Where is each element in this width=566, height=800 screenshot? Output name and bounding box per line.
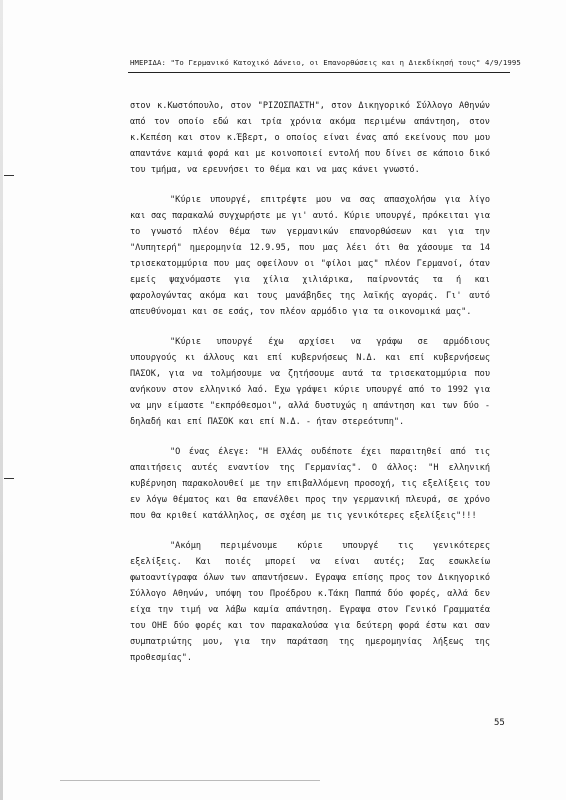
paragraph bbox=[130, 538, 510, 666]
text-line: "Ο ένας έλεγε: "Η Ελλάς ουδέποτε έχει παραιτηθεί από τις bbox=[170, 447, 490, 457]
text-line: στον κ.Κωστόπουλο, στον "ΡΙΖΟΣΠΑΣΤΗ", στον Δικηγορικό Σύλλογο Αθηνών bbox=[130, 101, 490, 111]
text-line: απευθύνομαι και σε εσάς, τον πλέον αρμόδιο για τα οικονομικά μας". bbox=[130, 307, 472, 317]
text-line: του τμήμα, να ερευνήσει το θέμα και να μας κάνει γνωστό. bbox=[130, 165, 420, 175]
paragraph bbox=[130, 444, 510, 524]
document-body bbox=[130, 98, 510, 680]
text-line: το γνωστό πλέον θέμα των γερμανικών επανορθώσεων και για την bbox=[130, 227, 490, 237]
text-line: συμπατριώτης μου, για την παράταση της ημερομηνίας λήξεως της bbox=[130, 637, 490, 647]
text-line: και σας παρακαλώ συγχωρήστε με γι' αυτό. Κύριε υπουργέ, πρόκειται για bbox=[130, 211, 490, 221]
text-line: από τον οποίο εδώ και τρία χρόνια ακόμα περιμένω απάντηση, στον bbox=[130, 117, 490, 127]
scan-mark bbox=[4, 478, 14, 479]
text-line: εμείς ψαχνόμαστε για χίλια χιλιάρικα, παίρνοντάς τα ή και bbox=[130, 275, 490, 285]
text-line: ανήκουν στον ελληνικό λαό. Εχω γράψει κύριε υπουργέ από το 1992 για bbox=[130, 385, 490, 395]
running-header: ΗΜΕΡΙΔΑ: "Το Γερμανικό Κατοχικό Δάνειο, οι Επανορθώσεις και η Διεκδίκησή τους" 4/9/1995 bbox=[130, 58, 521, 67]
text-line: φαρολογώντας ακόμα και τους μανάβηδες της λαϊκής αγοράς. Γι' αυτό bbox=[130, 291, 490, 301]
text-line: εξελίξεις. Και ποιές μπορεί να είναι αυτές; Σας εσωκλείω bbox=[130, 557, 490, 567]
text-line: τρισεκατομμύρια που μας οφείλουν οι "φίλοι μας" πλέον Γερμανοί, όταν bbox=[130, 259, 490, 269]
page-number: 55 bbox=[494, 718, 505, 728]
text-line: του ΟΗΕ δύο φορές και τον παρακαλούσα για δεύτερη φορά έστω και σαν bbox=[130, 621, 490, 631]
scan-edge-shadow bbox=[0, 0, 3, 800]
text-line: Σύλλογο Αθηνών, υπόψη του Προέδρου κ.Τάκη Παππά δύο φορές, αλλά δεν bbox=[130, 589, 490, 599]
text-line: φωτοαντίγραφα όλων των απαντήσεων. Εγραψα επίσης προς τον Δικηγορικό bbox=[130, 573, 490, 583]
text-line: "Κύριε υπουργέ, επιτρέψτε μου να σας απασχολήσω για λίγο bbox=[170, 195, 490, 205]
text-line: προθεσμίας". bbox=[130, 653, 193, 663]
text-line: "Ακόμη περιμένουμε κύριε υπουργέ τις γενικότερες bbox=[170, 541, 490, 551]
paragraph bbox=[130, 192, 510, 320]
text-line: που θα κριθεί κατάλληλος, σε σχέση με τις γενικότερες εξελίξεις"!!! bbox=[130, 511, 477, 521]
text-line: κ.Κεπέση και στον κ.Έβερτ, ο οποίος είναι ένας από εκείνους που μου bbox=[130, 133, 490, 143]
text-line: υπουργούς κι άλλους και επί κυβερνήσεως Ν.Δ. και επί κυβερνήσεως bbox=[130, 353, 490, 363]
text-line: εν λόγω θέματος και θα επανέλθει προς την γερμανική πλευρά, σε χρόνο bbox=[130, 495, 490, 505]
paragraph bbox=[130, 98, 510, 178]
text-line: "Λυπητερή" ημερομηνία 12.9.95, που μας λέει ότι θα χάσουμε τα 14 bbox=[130, 243, 490, 253]
text-line: είχα την τιμή να λάβω καμία απάντηση. Εγραψα στον Γενικό Γραμματέα bbox=[130, 605, 490, 615]
paragraph bbox=[130, 334, 510, 430]
text-line: κυβέρνηση παρακολουθεί με την επιβαλλόμενη προσοχή, τις εξελίξεις του bbox=[130, 479, 490, 489]
scan-smudge bbox=[60, 780, 320, 781]
text-line: απαντάνε καμιά φορά και με κοινοποιεί εντολή που δίνει σε κάποιο δικό bbox=[130, 149, 490, 159]
scan-mark bbox=[4, 175, 14, 176]
text-line: ΠΑΣΟΚ, για να τολμήσουμε να ζητήσουμε αυτά τα τρισεκατομμύρια που bbox=[130, 369, 490, 379]
text-line: να μην είμαστε "εκπρόθεσμοι", αλλά δυστυχώς η απάντηση και των δύο - bbox=[130, 401, 490, 411]
header-rule bbox=[128, 72, 510, 73]
text-line: "Κύριε υπουργέ έχω αρχίσει να γράφω σε αρμόδιους bbox=[170, 337, 490, 347]
text-line: απαιτήσεις αυτές εναντίον της Γερμανίας". Ο άλλος: "Η ελληνική bbox=[130, 463, 490, 473]
text-line: δηλαδή και επί ΠΑΣΟΚ και επί Ν.Δ. - ήταν στερεότυπη". bbox=[130, 417, 405, 427]
